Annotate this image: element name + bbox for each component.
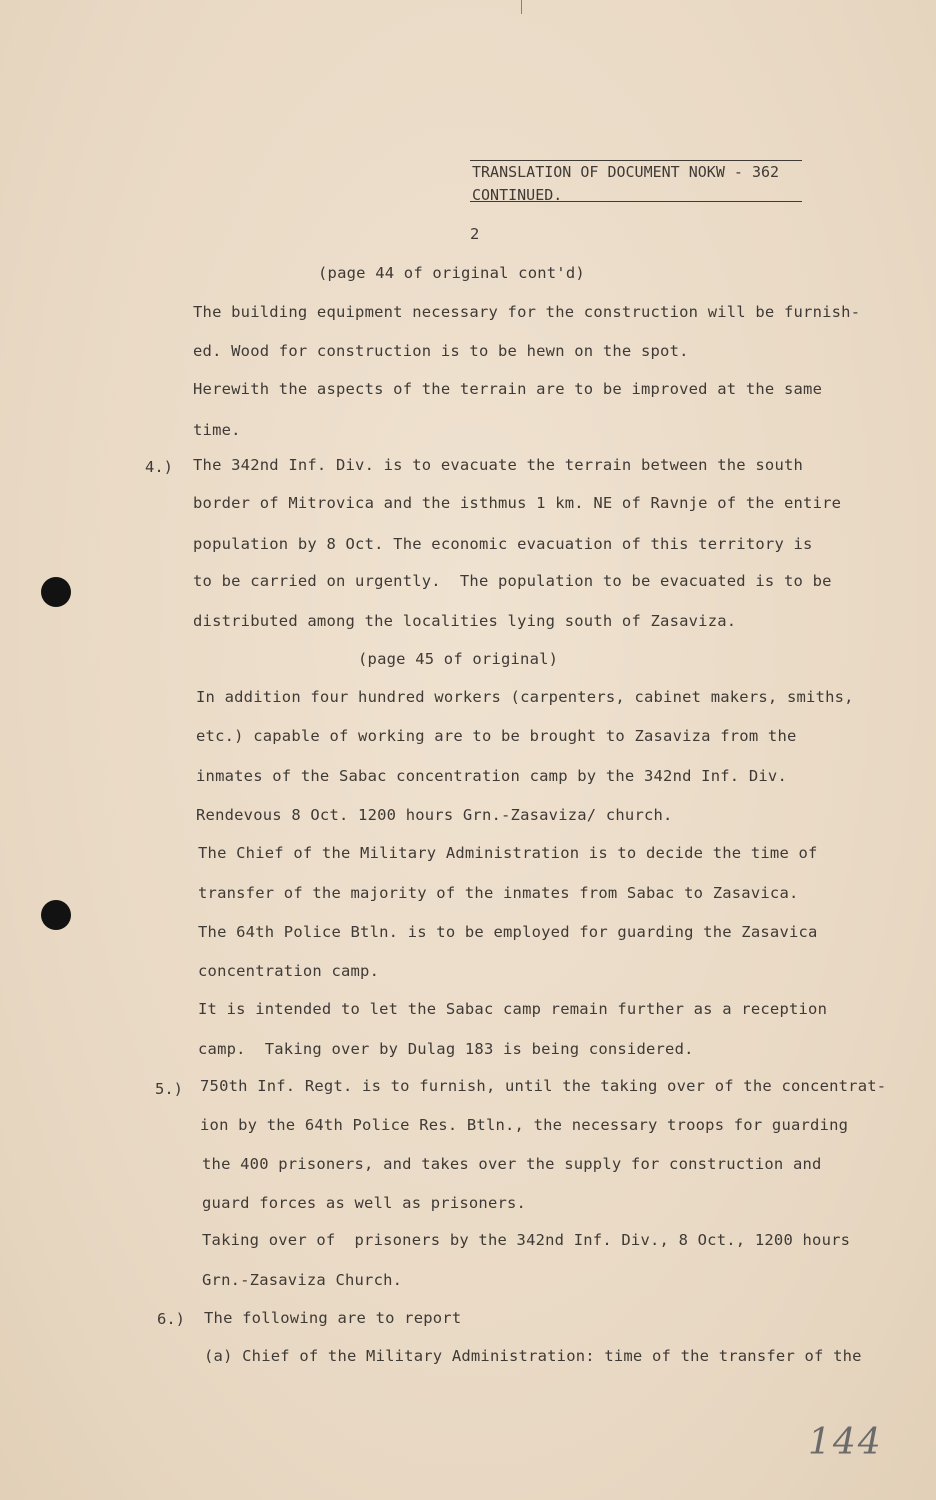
text-line: Herewith the aspects of the terrain are to be improved at the same bbox=[193, 380, 823, 398]
text-line: The 64th Police Btln. is to be employed for guarding the Zasavica bbox=[198, 923, 818, 941]
text-line: ed. Wood for construction is to be hewn on the spot. bbox=[193, 342, 689, 360]
text-line: the 400 prisoners, and takes over the supply for construction and bbox=[202, 1155, 822, 1173]
text-line: Taking over of prisoners by the 342nd Inf. Div., 8 Oct., 1200 hours bbox=[202, 1231, 851, 1249]
header-title: TRANSLATION OF DOCUMENT NOKW - 362 bbox=[472, 163, 780, 181]
text-line: time. bbox=[193, 421, 241, 439]
text-line: It is intended to let the Sabac camp remain further as a reception bbox=[198, 1000, 828, 1018]
text-line: etc.) capable of working are to be brought to Zasaviza from the bbox=[196, 727, 797, 745]
text-line: population by 8 Oct. The economic evacuation of this territory is bbox=[193, 535, 813, 553]
text-line: concentration camp. bbox=[198, 962, 380, 980]
item-number-6: 6.) bbox=[157, 1310, 185, 1328]
text-line: ion by the 64th Police Res. Btln., the necessary troops for guarding bbox=[200, 1116, 849, 1134]
text-line: distributed among the localities lying south of Zasaviza. bbox=[193, 612, 737, 630]
text-line: The building equipment necessary for the construction will be furnish- bbox=[193, 303, 861, 321]
text-line: The following are to report bbox=[204, 1309, 462, 1327]
document-header bbox=[470, 160, 802, 204]
paper-speck bbox=[521, 0, 522, 14]
punch-hole bbox=[41, 900, 71, 930]
page-note-45: (page 45 of original) bbox=[358, 650, 559, 668]
page-note-44: (page 44 of original cont'd) bbox=[318, 264, 585, 282]
text-line: guard forces as well as prisoners. bbox=[202, 1194, 527, 1212]
header-underline bbox=[470, 201, 802, 202]
text-line: camp. Taking over by Dulag 183 is being considered. bbox=[198, 1040, 694, 1058]
text-line: border of Mitrovica and the isthmus 1 km. NE of Ravnje of the entire bbox=[193, 494, 842, 512]
handwritten-page-number: 144 bbox=[808, 1422, 883, 1463]
text-line: to be carried on urgently. The population to be evacuated is to be bbox=[193, 572, 832, 590]
text-line: Rendevous 8 Oct. 1200 hours Grn.-Zasaviza/ church. bbox=[196, 806, 673, 824]
page-number: 2 bbox=[470, 225, 480, 243]
text-line: inmates of the Sabac concentration camp by the 342nd Inf. Div. bbox=[196, 767, 787, 785]
header-continued: CONTINUED. bbox=[472, 186, 563, 204]
text-line: transfer of the majority of the inmates from Sabac to Zasavica. bbox=[198, 884, 799, 902]
text-line: (a) Chief of the Military Administration: time of the transfer of the bbox=[204, 1347, 862, 1365]
punch-hole bbox=[41, 577, 71, 607]
text-line: In addition four hundred workers (carpenters, cabinet makers, smiths, bbox=[196, 688, 854, 706]
text-line: The Chief of the Military Administration is to decide the time of bbox=[198, 844, 818, 862]
text-line: 750th Inf. Regt. is to furnish, until the taking over of the concentrat- bbox=[200, 1077, 887, 1095]
text-line: Grn.-Zasaviza Church. bbox=[202, 1271, 403, 1289]
text-line: The 342nd Inf. Div. is to evacuate the terrain between the south bbox=[193, 456, 804, 474]
item-number-5: 5.) bbox=[155, 1080, 183, 1098]
item-number-4: 4.) bbox=[145, 458, 173, 476]
